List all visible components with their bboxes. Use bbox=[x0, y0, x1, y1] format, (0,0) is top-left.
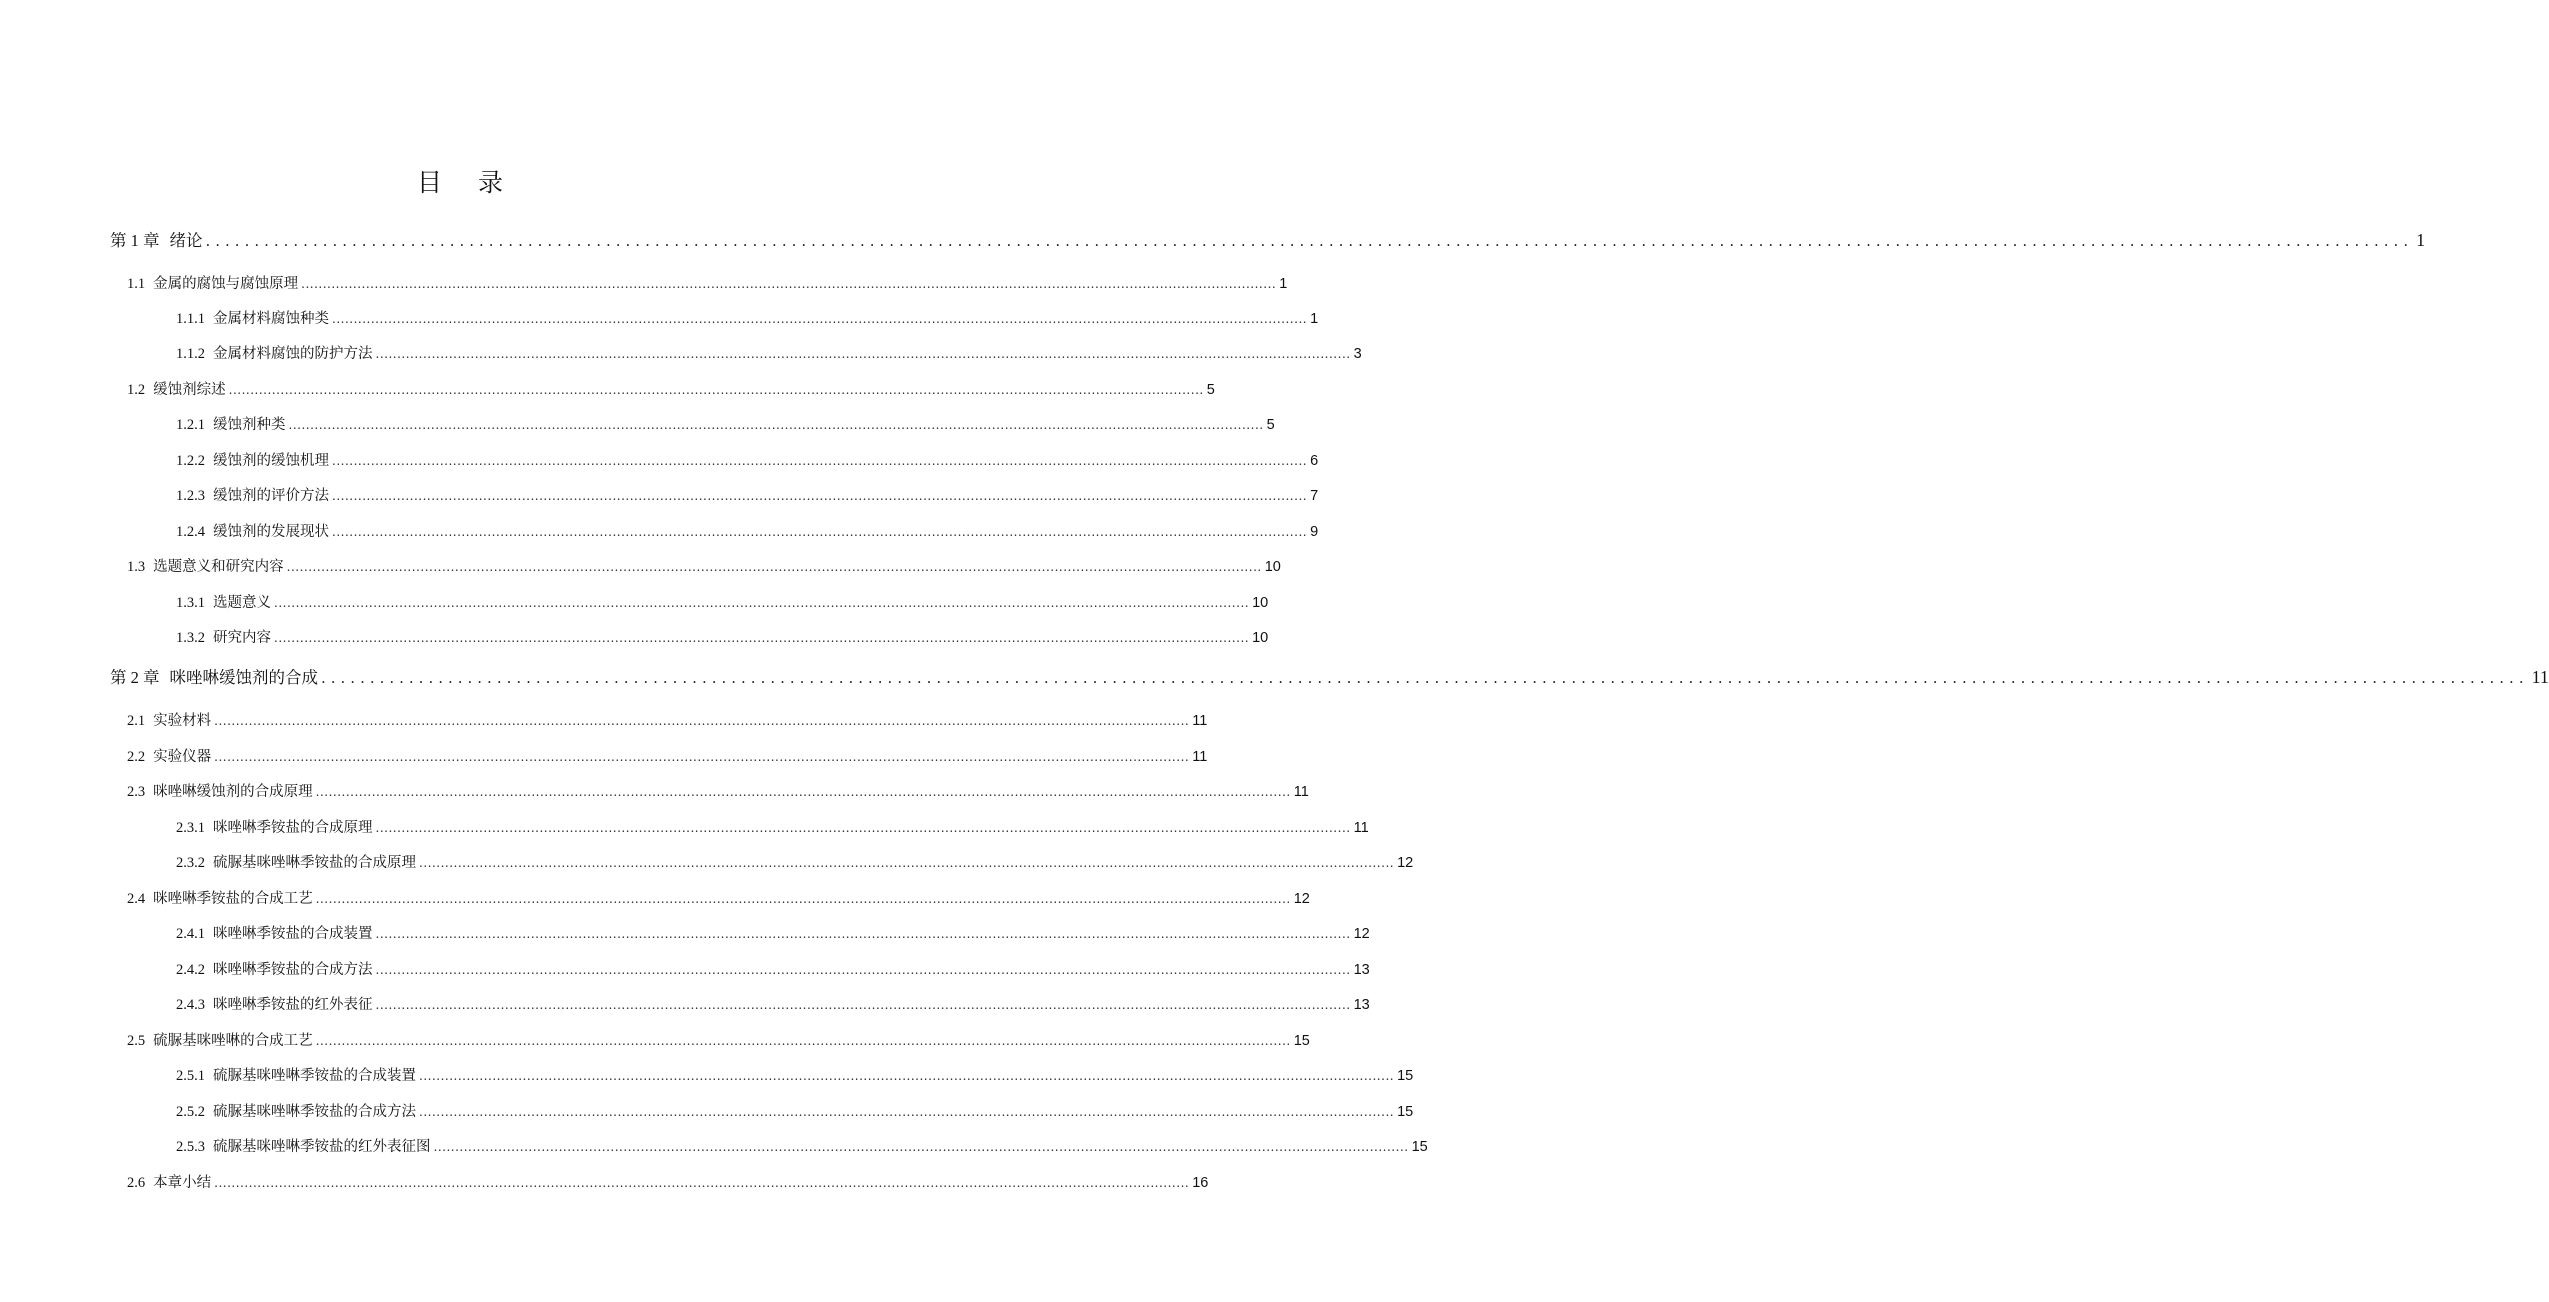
toc-entry-number: 2.5.2 bbox=[176, 1104, 205, 1120]
toc-entry-number: 2.2 bbox=[127, 749, 146, 765]
toc-section-entry[interactable] bbox=[176, 342, 1362, 363]
toc-dot-leader: .................................................................................................................................................................................................................................. bbox=[301, 277, 1277, 291]
toc-entry-title: 缓蚀剂的缓蚀机理 bbox=[213, 453, 329, 469]
toc-page-number: 10 bbox=[1264, 559, 1281, 575]
toc-section-entry[interactable] bbox=[127, 555, 1281, 576]
toc-dot-leader: .................................................................................................................................................................................................................................. bbox=[214, 1176, 1190, 1190]
toc-dot-leader: .................................................................................................................................................................................................................................. bbox=[375, 998, 1351, 1012]
toc-dot-leader: .................................................................................................................................................................................................................................. bbox=[274, 631, 1250, 645]
toc-chapter-entry[interactable] bbox=[110, 664, 2549, 688]
toc-entry-number: 2.5.3 bbox=[176, 1139, 205, 1155]
toc-dot-leader: .................................................................................................................................................................................................................................. bbox=[315, 1034, 1291, 1048]
toc-page-number: 13 bbox=[1353, 962, 1370, 978]
toc-entry-number: 2.3.1 bbox=[176, 820, 205, 836]
toc-section-entry[interactable] bbox=[127, 709, 1208, 730]
toc-page-number: 10 bbox=[1252, 595, 1269, 611]
toc-page-number: 10 bbox=[1252, 630, 1269, 646]
toc-entry-title: 缓蚀剂综述 bbox=[153, 382, 226, 398]
toc-entry-number: 2.4.3 bbox=[176, 997, 205, 1013]
toc-dot-leader: .................................................................................................................................................................................................................................. bbox=[332, 489, 1308, 503]
toc-entry-number: 1.1.2 bbox=[176, 346, 205, 362]
toc-section-entry[interactable] bbox=[176, 1100, 1414, 1121]
toc-page-number: 5 bbox=[1266, 417, 1275, 433]
toc-section-entry[interactable] bbox=[176, 816, 1369, 837]
toc-entry-title: 咪唑啉季铵盐的红外表征 bbox=[213, 997, 373, 1013]
toc-entry-title: 咪唑啉季铵盐的合成原理 bbox=[213, 820, 373, 836]
toc-page-number: 15 bbox=[1411, 1139, 1428, 1155]
toc-section-entry[interactable] bbox=[176, 449, 1319, 470]
toc-page-number: 13 bbox=[1353, 997, 1370, 1013]
toc-entry-number: 1.1.1 bbox=[176, 311, 205, 327]
toc-section-entry[interactable] bbox=[176, 1064, 1414, 1085]
toc-section-entry[interactable] bbox=[127, 1029, 1310, 1050]
toc-entry-number: 1.2 bbox=[127, 382, 146, 398]
toc-entry-number: 1.2.1 bbox=[176, 417, 205, 433]
toc-entry-number: 1.3.1 bbox=[176, 595, 205, 611]
toc-dot-leader: .................................................................................................................................................................................................................................. bbox=[321, 669, 2529, 687]
toc-entry-title: 绪论 bbox=[169, 231, 203, 250]
toc-entry-title: 咪唑啉缓蚀剂的合成 bbox=[169, 668, 318, 687]
toc-section-entry[interactable] bbox=[176, 413, 1275, 434]
toc-dot-leader: .................................................................................................................................................................................................................................. bbox=[419, 1069, 1395, 1083]
toc-entry-title: 研究内容 bbox=[213, 630, 271, 646]
toc-page-number: 11 bbox=[1192, 749, 1208, 765]
toc-entry-title: 实验材料 bbox=[153, 713, 212, 729]
toc-page-number: 11 bbox=[2531, 667, 2549, 687]
toc-entry-title: 咪唑啉缓蚀剂的合成原理 bbox=[153, 784, 313, 800]
toc-section-entry[interactable] bbox=[127, 887, 1310, 908]
toc-entry-title: 金属材料腐蚀种类 bbox=[213, 311, 329, 327]
toc-entry-number: 2.1 bbox=[127, 713, 146, 729]
toc-page-number: 12 bbox=[1353, 926, 1370, 942]
toc-dot-leader: .................................................................................................................................................................................................................................. bbox=[332, 312, 1308, 326]
toc-entry-number: 第 1 章 bbox=[110, 231, 160, 250]
toc-page-number: 1 bbox=[2416, 230, 2426, 250]
toc-section-entry[interactable] bbox=[127, 780, 1309, 801]
toc-entry-title: 咪唑啉季铵盐的合成装置 bbox=[213, 926, 373, 942]
toc-section-entry[interactable] bbox=[176, 591, 1269, 612]
toc-entry-number: 第 2 章 bbox=[110, 668, 160, 687]
toc-section-entry[interactable] bbox=[127, 745, 1208, 766]
toc-dot-leader: .................................................................................................................................................................................................................................. bbox=[315, 785, 1291, 799]
toc-dot-leader: .................................................................................................................................................................................................................................. bbox=[205, 232, 2414, 250]
toc-entry-title: 硫脲基咪唑啉季铵盐的红外表征图 bbox=[213, 1139, 431, 1155]
toc-dot-leader: .................................................................................................................................................................................................................................. bbox=[286, 560, 1262, 574]
toc-dot-leader: .................................................................................................................................................................................................................................. bbox=[419, 856, 1395, 870]
toc-section-entry[interactable] bbox=[176, 958, 1370, 979]
toc-section-entry[interactable] bbox=[176, 520, 1319, 541]
toc-entry-title: 金属的腐蚀与腐蚀原理 bbox=[153, 276, 299, 292]
toc-entry-title: 缓蚀剂的评价方法 bbox=[213, 488, 329, 504]
toc-section-entry[interactable] bbox=[127, 378, 1215, 399]
toc-page-number: 12 bbox=[1397, 855, 1414, 871]
toc-section-entry[interactable] bbox=[176, 922, 1370, 943]
toc-dot-leader: .................................................................................................................................................................................................................................. bbox=[315, 892, 1291, 906]
page-title: 目 录 bbox=[417, 168, 517, 197]
toc-dot-leader: .................................................................................................................................................................................................................................. bbox=[375, 963, 1351, 977]
toc-entry-number: 2.3.2 bbox=[176, 855, 205, 871]
toc-entry-title: 缓蚀剂种类 bbox=[213, 417, 286, 433]
toc-section-entry[interactable] bbox=[127, 1171, 1209, 1192]
toc-page-number: 16 bbox=[1192, 1175, 1209, 1191]
toc-entry-number: 2.3 bbox=[127, 784, 146, 800]
toc-entry-title: 金属材料腐蚀的防护方法 bbox=[213, 346, 373, 362]
toc-entry-title: 硫脲基咪唑啉季铵盐的合成方法 bbox=[213, 1104, 416, 1120]
toc-page-number: 1 bbox=[1279, 276, 1288, 292]
toc-chapter-entry[interactable] bbox=[110, 227, 2426, 251]
toc-entry-title: 选题意义和研究内容 bbox=[153, 559, 284, 575]
toc-section-entry[interactable] bbox=[176, 626, 1269, 647]
toc-entry-number: 1.2.2 bbox=[176, 453, 205, 469]
toc-page-number: 15 bbox=[1397, 1104, 1414, 1120]
toc-entry-number: 1.2.3 bbox=[176, 488, 205, 504]
toc-page-number: 7 bbox=[1310, 488, 1319, 504]
toc-section-entry[interactable] bbox=[176, 1135, 1428, 1156]
toc-entry-title: 选题意义 bbox=[213, 595, 271, 611]
toc-entry-title: 缓蚀剂的发展现状 bbox=[213, 524, 329, 540]
toc-page-number: 15 bbox=[1293, 1033, 1310, 1049]
toc-entry-title: 咪唑啉季铵盐的合成工艺 bbox=[153, 891, 313, 907]
toc-page-number: 1 bbox=[1310, 311, 1319, 327]
toc-dot-leader: .................................................................................................................................................................................................................................. bbox=[375, 347, 1351, 361]
toc-entry-number: 2.5 bbox=[127, 1033, 146, 1049]
toc-page-number: 11 bbox=[1192, 713, 1208, 729]
toc-entry-number: 1.3.2 bbox=[176, 630, 205, 646]
toc-entry-title: 硫脲基咪唑啉季铵盐的合成装置 bbox=[213, 1068, 416, 1084]
toc-page-number: 9 bbox=[1310, 524, 1319, 540]
toc-entry-number: 1.1 bbox=[127, 276, 146, 292]
toc-page-number: 11 bbox=[1353, 820, 1369, 836]
toc-entry-title: 咪唑啉季铵盐的合成方法 bbox=[213, 962, 373, 978]
toc-section-entry[interactable] bbox=[176, 851, 1414, 872]
toc-dot-leader: .................................................................................................................................................................................................................................. bbox=[332, 454, 1308, 468]
toc-dot-leader: .................................................................................................................................................................................................................................. bbox=[274, 596, 1250, 610]
toc-section-entry[interactable] bbox=[176, 484, 1319, 505]
toc-page-number: 5 bbox=[1206, 382, 1215, 398]
toc-entry-number: 1.2.4 bbox=[176, 524, 205, 540]
toc-entry-number: 2.5.1 bbox=[176, 1068, 205, 1084]
toc-entry-number: 2.6 bbox=[127, 1175, 146, 1191]
toc-entry-title: 本章小结 bbox=[153, 1175, 212, 1191]
toc-dot-leader: .................................................................................................................................................................................................................................. bbox=[419, 1105, 1395, 1119]
toc-entry-number: 1.3 bbox=[127, 559, 146, 575]
toc-entry-title: 硫脲基咪唑啉的合成工艺 bbox=[153, 1033, 313, 1049]
toc-dot-leader: .................................................................................................................................................................................................................................. bbox=[228, 383, 1204, 397]
toc-entry-number: 2.4 bbox=[127, 891, 146, 907]
toc-dot-leader: .................................................................................................................................................................................................................................. bbox=[375, 821, 1351, 835]
toc-dot-leader: .................................................................................................................................................................................................................................. bbox=[375, 927, 1351, 941]
toc-page-number: 3 bbox=[1353, 346, 1362, 362]
toc-entry-number: 2.4.2 bbox=[176, 962, 205, 978]
toc-page-number: 15 bbox=[1397, 1068, 1414, 1084]
toc-dot-leader: .................................................................................................................................................................................................................................. bbox=[433, 1140, 1409, 1154]
toc-dot-leader: .................................................................................................................................................................................................................................. bbox=[288, 418, 1264, 432]
toc-page-number: 12 bbox=[1293, 891, 1310, 907]
toc-section-entry[interactable] bbox=[176, 993, 1370, 1014]
toc-page-number: 6 bbox=[1310, 453, 1319, 469]
toc-entry-number: 2.4.1 bbox=[176, 926, 205, 942]
toc-section-entry[interactable] bbox=[127, 272, 1288, 293]
toc-section-entry[interactable] bbox=[176, 307, 1319, 328]
toc-entry-title: 实验仪器 bbox=[153, 749, 212, 765]
toc-page-number: 11 bbox=[1293, 784, 1309, 800]
toc-dot-leader: .................................................................................................................................................................................................................................. bbox=[214, 714, 1190, 728]
toc-entry-title: 硫脲基咪唑啉季铵盐的合成原理 bbox=[213, 855, 416, 871]
toc-dot-leader: .................................................................................................................................................................................................................................. bbox=[332, 525, 1308, 539]
toc-dot-leader: .................................................................................................................................................................................................................................. bbox=[214, 750, 1190, 764]
